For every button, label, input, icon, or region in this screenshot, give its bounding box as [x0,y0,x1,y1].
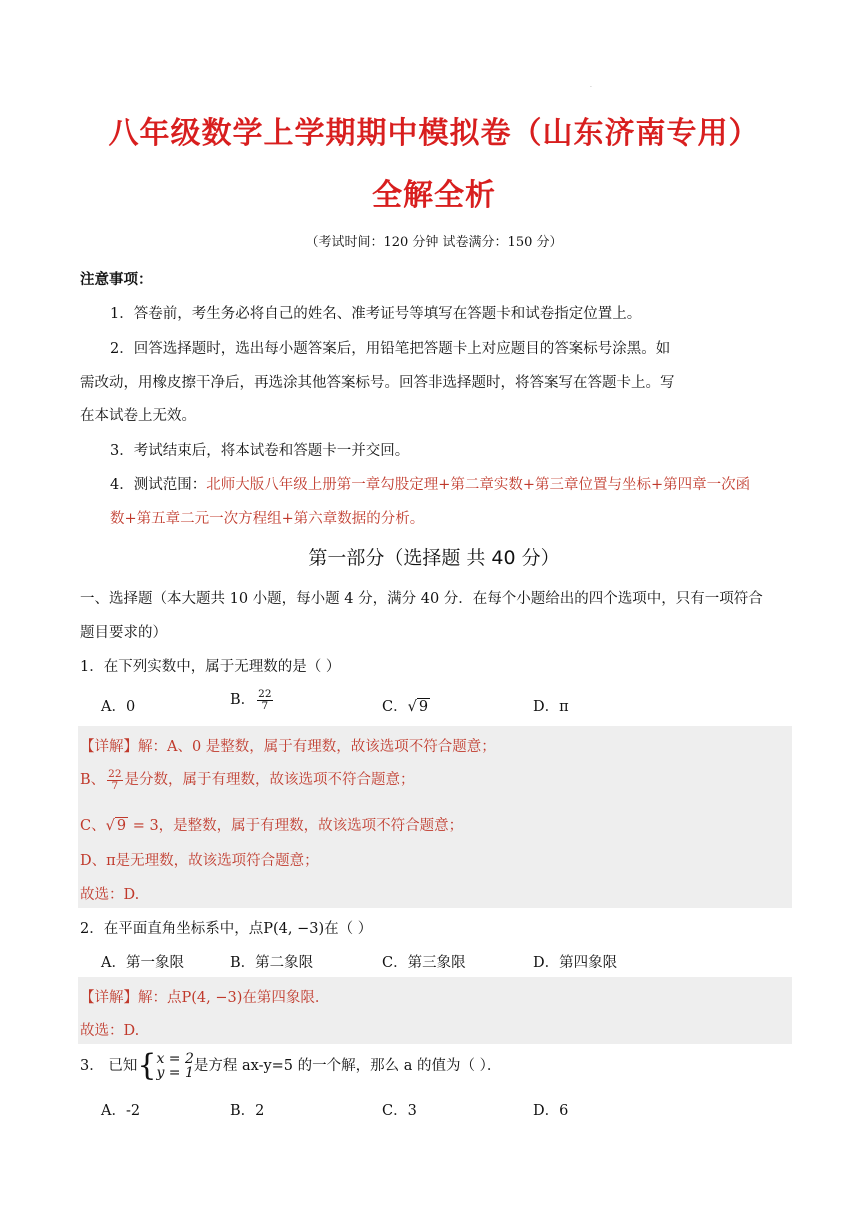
q3-stem [80,1048,502,1083]
fraction-denominator: 7 [261,699,269,712]
page-subtitle: 全解全析 [372,178,496,213]
q1-solution-line3 [80,814,463,835]
q3-option-d: D．6 [533,1103,569,1119]
q1-stem: 1．在下列实数中，属于无理数的是（ ） [80,659,341,675]
page-title: 八年级数学上学期期中模拟卷（山东济南专用） [108,116,760,151]
system-row-2: y = 1 [156,1065,194,1081]
test-scope-line1: 北师大版八年级上册第一章勾股定理+第二章实数+第三章位置与坐标+第四章一次函 [206,477,751,493]
q2-solution-text1: 解：点P(4, −3)在第四象限． [138,990,330,1006]
q2-solution-line1 [80,986,329,1007]
test-scope-line2: 数+第五章二元一次方程组+第六章数据的分析。 [110,511,425,527]
q1-detail-tag: 【详解】 [80,739,138,755]
q1-option-c-label: C． [382,699,408,715]
q1-option-d: D．π [533,699,569,715]
notice-item-4 [110,473,750,494]
q1-solution-c-text: = 3，是整数，属于有理数，故该选项不符合题意； [128,818,464,834]
exam-info: （考试时间：120 分钟 试卷满分：150 分） [305,235,563,250]
q1-solution-line5: 故选：D. [80,887,140,903]
q2-option-a: A．第一象限 [101,955,184,971]
notice-item-3: 3．考试结束后，将本试卷和答题卡一并交回。 [110,443,410,459]
notice-item-2-line2: 需改动，用橡皮擦干净后，再选涂其他答案标号。回答非选择题时，将答案写在答题卡上。写 [80,375,675,391]
notice-item-2-line1: 2．回答选择题时，选出每小题答案后，用铅笔把答题卡上对应题目的答案标号涂黑。如 [110,341,671,357]
notice-item-4-prefix: 4．测试范围： [110,477,207,493]
q1-solution-line1 [80,735,496,756]
q2-solution-line2: 故选：D. [80,1023,140,1039]
q1-option-a: A．0 [101,699,136,715]
q1-option-c [382,695,430,716]
q1-solution-text1: 解：A、0 是整数，属于有理数，故该选项不符合题意； [138,739,496,755]
notice-item-2-line3: 在本试卷上无效。 [80,408,196,424]
q1-solution-b-prefix: B、 [80,772,106,788]
q1-option-b [230,688,275,712]
sqrt-argument: 9 [116,818,127,834]
q1-solution-line2 [80,768,415,792]
corner-mark: · [590,84,592,91]
q3-option-c: C．3 [382,1103,417,1119]
section-instructions-line1: 一、选择题（本大题共 10 小题，每小题 4 分，满分 40 分．在每个小题给出的四个选项中，只有一项符合 [80,591,763,607]
sqrt-9: √ 9 [407,699,429,715]
q2-option-b: B．第二象限 [230,955,314,971]
system-row-1: x = 2 [156,1051,194,1067]
q2-stem: 2．在平面直角坐标系中，点P(4, −3)在（ ） [80,921,373,937]
q2-option-d: D．第四象限 [533,955,618,971]
fraction-numerator: 22 [108,767,122,780]
q3-option-a: A．-2 [101,1103,141,1119]
q1-solution-line4: D、π是无理数，故该选项符合题意； [80,853,319,869]
fraction-denominator: 7 [111,779,119,792]
notice-heading: 注意事项： [80,272,153,288]
q3-stem-prefix: 3． 已知 [80,1058,138,1074]
notice-item-1: 1．答卷前，考生务必将自己的姓名、准考证号等填写在答题卡和试卷指定位置上。 [110,306,642,322]
sqrt-9: √ 9 [105,818,127,834]
left-brace-icon: { [137,1048,157,1083]
fraction-numerator: 22 [258,687,272,700]
q2-detail-tag: 【详解】 [80,990,138,1006]
q3-stem-suffix: 是方程 ax-y=5 的一个解，那么 a 的值为（ ）． [193,1058,502,1074]
section-title: 第一部分（选择题 共 40 分） [308,547,560,569]
q1-solution-c-prefix: C、 [80,818,106,834]
q2-option-c: C．第三象限 [382,955,466,971]
q1-option-b-label: B． [230,692,256,708]
q1-solution-b-text: 是分数，属于有理数，故该选项不符合题意； [124,772,415,788]
section-instructions-line2: 题目要求的） [80,625,167,641]
equation-system [137,1048,194,1083]
sqrt-argument: 9 [418,699,429,715]
q3-option-b: B．2 [230,1103,265,1119]
fraction-22-over-7 [107,769,122,792]
fraction-22-over-7 [257,689,272,712]
